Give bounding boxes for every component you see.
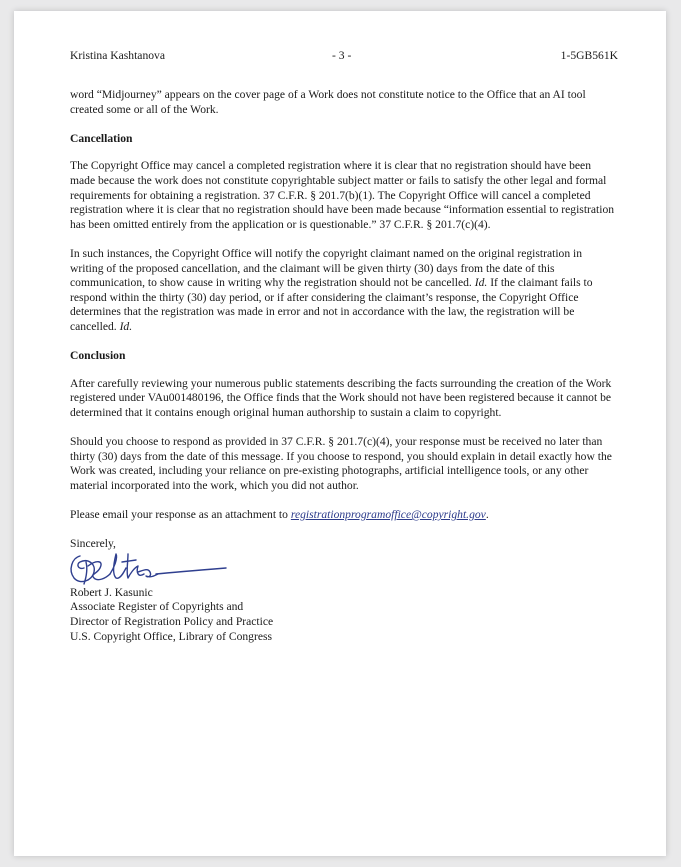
email-link[interactable]: registrationprogramoffice@copyright.gov	[290, 508, 486, 522]
signer-name: Robert J. Kasunic	[70, 585, 153, 599]
signer-title-2: Director of Registration Policy and Practice	[70, 615, 274, 628]
cancellation-paragraph-1: The Copyright Office may cancel a completed registration where it is clear that no registration should have been made because the work does not constitute copyrightable subject matter or fails to satisfy the other legal and formal requirements for obtaining a registration. 37 C.F.R. § 201.7(b)(1). The Copyright Office will cancel a completed registration where it is clear that no registration should have been made because “information essential to registration has been omitted entirely from the application or is questionable.” 37 C.F.R. § 201.7(c)(4).	[70, 159, 615, 231]
page-header	[70, 49, 618, 64]
header-page-number: - 3 -	[332, 49, 352, 62]
letter-body	[70, 49, 618, 644]
salutation: Sincerely,	[70, 537, 116, 551]
signature-block	[70, 537, 618, 644]
conclusion-heading: Conclusion	[70, 349, 126, 363]
intro-paragraph: word “Midjourney” appears on the cover page of a Work does not constitute notice to the Office that an AI tool created some or all of the Work.	[70, 88, 586, 116]
email-instruction-text: Please email your response as an attachment to	[70, 508, 291, 522]
cancellation-paragraph-2	[70, 247, 618, 335]
handwritten-signature	[66, 548, 236, 588]
conclusion-paragraph-2: Should you choose to respond as provided in 37 C.F.R. § 201.7(c)(4), your response must be received no later than thirty (30) days from the date of this message. If you choose to respond, you should explain in detail exactly how the Work was created, including your reliance on pre-existing photographs, artificial intelligence tools, or any other material incorporated into the work, which you did not author.	[70, 435, 612, 492]
header-recipient: Kristina Kashtanova	[70, 49, 165, 62]
citation-id: Id.	[474, 276, 488, 290]
email-instruction	[70, 508, 618, 523]
email-instruction-period: .	[485, 508, 489, 522]
citation-id: Id.	[119, 319, 133, 333]
conclusion-paragraph-1: After carefully reviewing your numerous public statements describing the facts surrounding the creation of the Work registered under VAu001480196, the Office finds that the Work should not have been registered because it cannot be determined that it contains enough original human authorship to sustain a claim to copyright.	[70, 376, 612, 419]
signer-title-1: Associate Register of Copyrights and	[70, 600, 244, 614]
signer-organization: U.S. Copyright Office, Library of Congress	[70, 629, 273, 643]
header-case-number: 1-5GB561K	[560, 49, 618, 62]
cancellation-heading: Cancellation	[70, 131, 133, 145]
cancellation-paragraph-2-text-a: In such instances, the Copyright Office will notify the copyright claimant named on the original registration in writing of the proposed cancellation, and the claimant will be given thirty (30) days from the date of this communication, to show cause in writing why the registration should not be cancelled.	[70, 246, 583, 290]
cancellation-paragraph-2-text-b: If the claimant fails to respond within the thirty (30) day period, or if after considering the claimant’s response, the Copyright Office determines that the registration was made in error and not in accordance with the law, the registration will be cancelled.	[70, 276, 593, 333]
document-page	[14, 11, 666, 856]
